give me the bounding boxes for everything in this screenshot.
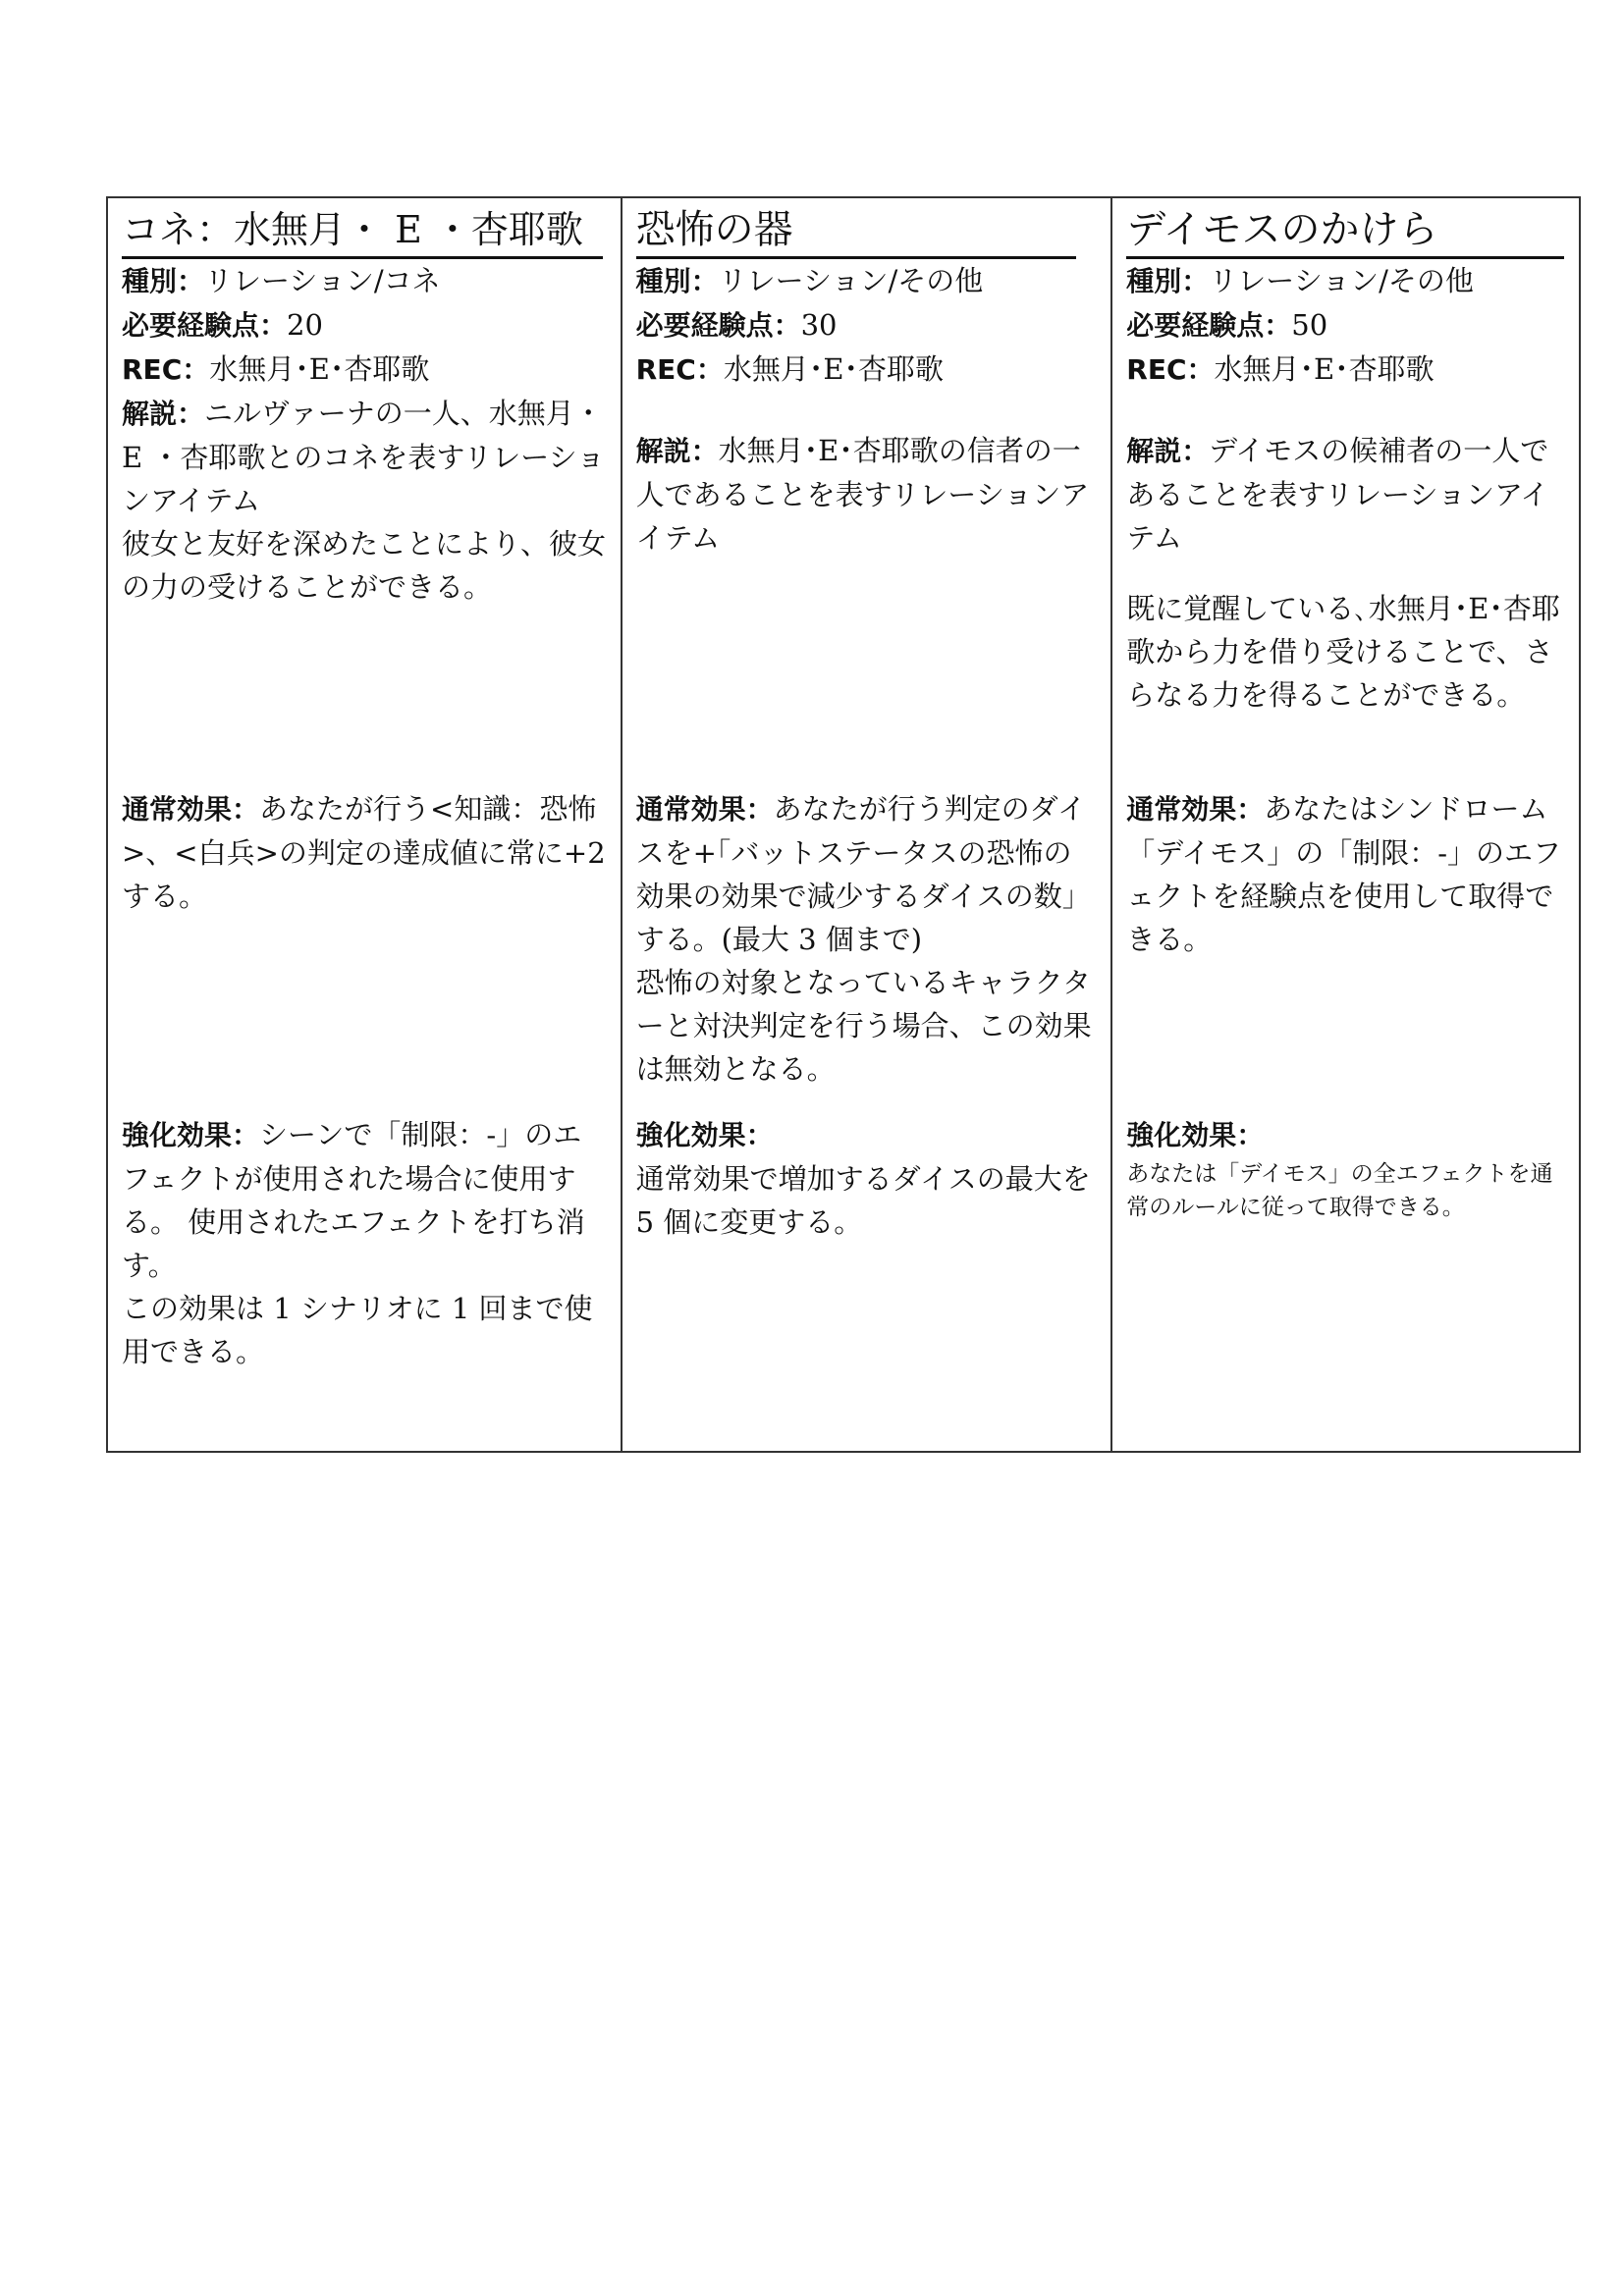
type-value: リレーション/コネ: [204, 264, 441, 297]
rec-label: REC：: [1126, 353, 1215, 386]
type-label: 種別：: [122, 265, 205, 297]
item-card-kyoufu-no-utsuwa: [621, 198, 1111, 1451]
desc-text-2: 既に覚醒している､水無月･E･杏耶歌から力を借り受けることで、さらなる力を得ることができる。: [1126, 592, 1560, 712]
exp-label: 必要経験点：: [122, 309, 288, 342]
rec-label: REC：: [122, 353, 210, 386]
desc-label: 解説：: [635, 435, 719, 467]
exp-value: 30: [800, 308, 838, 342]
exp-label: 必要経験点：: [1126, 309, 1292, 342]
enh-text-2: この効果は 1 シナリオに 1 回まで使用できる。: [122, 1292, 593, 1368]
card-title: コネ：水無月・ E ・杏耶歌: [122, 204, 603, 259]
normal-label: 通常効果：: [122, 793, 260, 826]
type-value: リレーション/その他: [718, 264, 984, 297]
enh-label: 強化効果：: [122, 1119, 260, 1151]
card-title: デイモスのかけら: [1126, 204, 1564, 259]
description: [122, 392, 612, 522]
item-card-deimos-fragment: [1110, 198, 1579, 1451]
item-card-table: [106, 196, 1581, 1453]
exp-value: 50: [1291, 308, 1328, 342]
type-row: [636, 259, 1098, 303]
normal-text: あなたが行う<知識：恐怖>、<白兵>の判定の達成値に常に+2 する。: [122, 792, 615, 913]
normal-effect: [1126, 787, 1567, 961]
card-title: 恐怖の器: [636, 204, 1076, 259]
description: [1126, 429, 1565, 560]
rec-value: 水無月･E･杏耶歌: [723, 352, 945, 386]
enh-text: あなたは「デイモス」の全エフェクトを通常のルールに従って取得できる。: [1126, 1161, 1553, 1220]
rec-row: [636, 347, 1098, 392]
type-value: リレーション/その他: [1209, 264, 1474, 297]
desc-label: 解説：: [1126, 435, 1210, 467]
normal-text-2: 恐怖の対象となっているキャラクターと対決判定を行う場合、この効果は無効となる。: [635, 966, 1092, 1086]
normal-label: 通常効果：: [635, 793, 774, 826]
type-row: [122, 259, 607, 303]
normal-label: 通常効果：: [1126, 793, 1265, 826]
rec-value: 水無月･E･杏耶歌: [1214, 352, 1435, 386]
desc-text: ニルヴァーナの一人、水無月・ E ・杏耶歌とのコネを表すリレーションアイテム: [122, 397, 612, 517]
item-card-kone: [108, 198, 621, 1451]
exp-row: [636, 303, 1098, 347]
normal-effect: [636, 787, 1100, 1091]
enh-label: 強化効果：: [1126, 1119, 1265, 1151]
exp-value: 20: [287, 308, 323, 342]
type-label: 種別：: [1126, 265, 1210, 297]
desc-label: 解説：: [122, 398, 205, 430]
enh-text: シーンで「制限：-」のエフェクトが使用された場合に使用する。 使用されたエフェクトを打ち消す。: [122, 1118, 585, 1282]
rec-row: [122, 347, 607, 392]
description: [636, 429, 1098, 560]
desc-text: 水無月･E･杏耶歌の信者の一人であることを表すリレーションアイテム: [635, 434, 1090, 555]
normal-effect: [122, 787, 615, 918]
rec-value: 水無月･E･杏耶歌: [209, 352, 430, 386]
type-label: 種別：: [635, 265, 719, 297]
enh-text: 通常効果で増加するダイスの最大を 5 個に変更する。: [635, 1162, 1100, 1239]
exp-row: [1126, 303, 1565, 347]
exp-row: [122, 303, 607, 347]
enhanced-effect: [636, 1113, 1100, 1244]
type-row: [1126, 259, 1565, 303]
enhanced-effect: [1126, 1113, 1567, 1224]
rec-row: [1126, 347, 1565, 392]
enhanced-effect: [122, 1113, 609, 1373]
desc-text: デイモスの候補者の一人であることを表すリレーションアイテム: [1126, 434, 1549, 555]
normal-text: あなたが行う判定のダイスを+｢バットステータスの恐怖の効果の効果で減少するダイスの数｣する。(最大 3 個まで): [635, 792, 1087, 956]
enh-label: 強化効果：: [635, 1119, 774, 1151]
rec-label: REC：: [635, 353, 724, 386]
normal-text: あなたはシンドローム「デイモス」の「制限：-」のエフェクトを経験点を使用して取得できる。: [1126, 792, 1562, 956]
exp-label: 必要経験点：: [635, 309, 801, 342]
desc-text-2: 彼女と友好を深めたことにより、彼女の力の受けることができる。: [122, 527, 607, 604]
